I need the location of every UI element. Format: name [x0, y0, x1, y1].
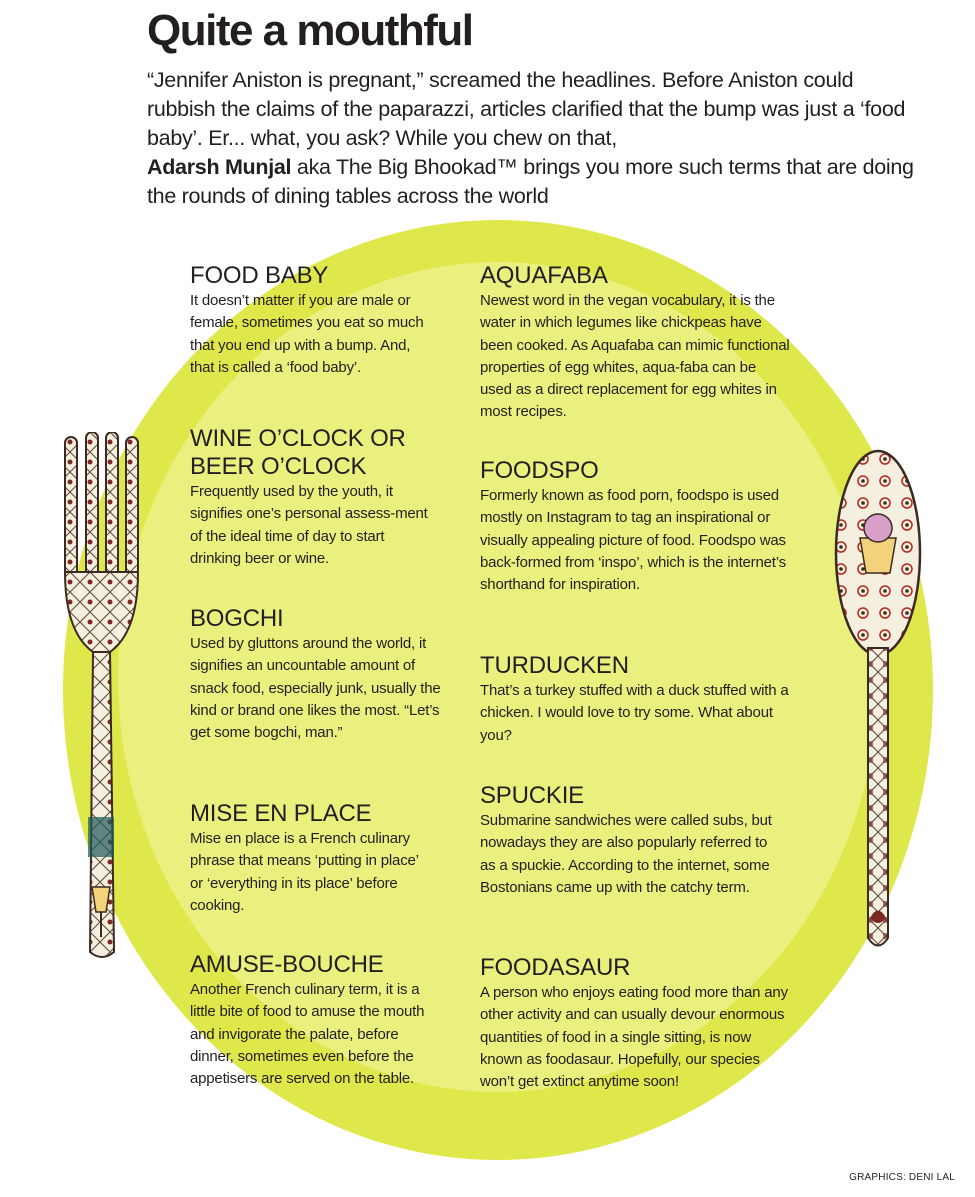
term-entry-food-baby [190, 262, 450, 379]
fork-illustration [60, 432, 145, 962]
term-definition: Newest word in the vegan vocabulary, it is the water in which legumes like chickpeas have been cooked. As Aquafaba can mimic functional properties of egg whites, aqua-faba can be used as a direct replacement for egg whites in most recipes. [480, 292, 790, 421]
term-title: TURDUCKEN [480, 652, 629, 679]
author-name: Adarsh Munjal [147, 155, 292, 179]
term-definition: Formerly known as food porn, foodspo is used mostly on Instagram to tag an inspirational or visually appealing picture of food. Foodspo was back-formed from ‘inspo’, which is the internet’s shorthand for inspiration. [480, 487, 786, 594]
term-definition: It doesn’t matter if you are male or female, sometimes you eat so much that you end up with a bump. And, that is called a ‘food baby’. [190, 292, 424, 376]
term-definition: A person who enjoys eating food more than any other activity and can usually devour enormous quantities of food in a single sitting, is now known as foodasaur. Hopefully, our species won’t get extinct anytime soon! [480, 984, 788, 1091]
term-entry-mise-en-place [190, 800, 450, 917]
term-entry-wine-oclock [190, 425, 435, 570]
term-entry-spuckie [480, 782, 790, 899]
term-definition: Mise en place is a French culinary phrase that means ‘putting in place’ or ‘everything in its place’ before cooking. [190, 830, 419, 914]
term-title: FOOD BABY [190, 262, 329, 289]
term-definition: That’s a turkey stuffed with a duck stuffed with a chicken. I would love to try some. What about you? [480, 682, 789, 744]
term-title: WINE O’CLOCK OR BEER O’CLOCK [190, 425, 406, 480]
intro-paragraph [147, 66, 922, 211]
term-title: SPUCKIE [480, 782, 584, 809]
term-definition: Frequently used by the youth, it signifies one’s personal assess-ment of the ideal time of day to start drinking beer or wine. [190, 483, 428, 567]
term-title: FOODASAUR [480, 954, 631, 981]
term-entry-turducken [480, 652, 790, 747]
term-title: AQUAFABA [480, 262, 608, 289]
term-entry-bogchi [190, 605, 450, 744]
term-entry-foodasaur [480, 954, 790, 1093]
term-title: MISE EN PLACE [190, 800, 372, 827]
term-entry-amuse-bouche [190, 951, 450, 1090]
intro-text-1: “Jennifer Aniston is pregnant,” screamed the headlines. Before Aniston could rubbish the claims of the paparazzi, articles clarified that the bump was just a ‘food baby’. Er... what, you ask? While you chew on that, [147, 68, 906, 150]
spoon-illustration [830, 448, 925, 958]
intro-text-2: aka The Big Bhookad™ brings you more such terms that are doing the rounds of dining tables across the world [147, 155, 914, 208]
term-title: AMUSE-BOUCHE [190, 951, 384, 978]
graphics-credit: GRAPHICS: DENI LAL [849, 1172, 955, 1183]
term-entry-aquafaba [480, 262, 790, 424]
term-entry-foodspo [480, 457, 790, 596]
term-definition: Submarine sandwiches were called subs, but nowadays they are also popularly referred to as a spuckie. According to the internet, some Bostonians came up with the catchy term. [480, 812, 772, 896]
term-title: FOODSPO [480, 457, 599, 484]
term-definition: Another French culinary term, it is a little bite of food to amuse the mouth and invigorate the palate, before dinner, sometimes even before the appetisers are served on the table. [190, 981, 425, 1088]
term-title: BOGCHI [190, 605, 284, 632]
term-definition: Used by gluttons around the world, it signifies an uncountable amount of snack food, especially junk, usually the kind or brand one likes the most. “Let’s get some bogchi, man.” [190, 635, 441, 742]
page-title: Quite a mouthful [147, 6, 473, 55]
